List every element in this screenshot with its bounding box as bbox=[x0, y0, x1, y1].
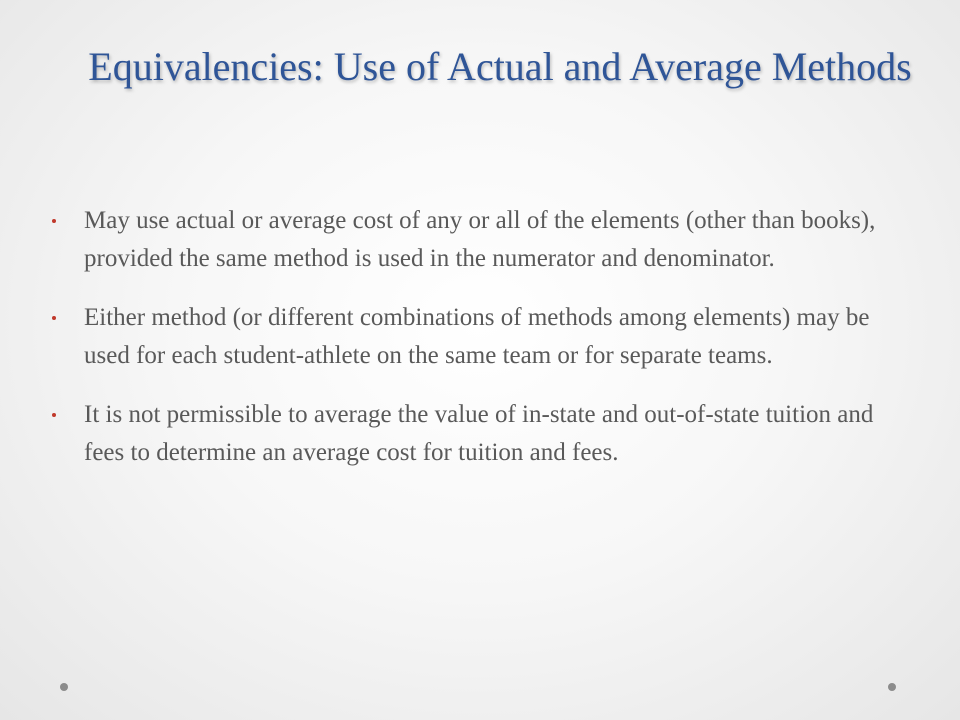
slide-title: Equivalencies: Use of Actual and Average Methods bbox=[88, 44, 912, 89]
bullet-text: May use actual or average cost of any or all of the elements (other than books), provided the same method is used in the numerator and denominator. bbox=[84, 207, 876, 272]
bullet-dot-icon bbox=[52, 413, 56, 417]
bullet-text: Either method (or different combinations of methods among elements) may be used for each student-athlete on the same team or for separate teams. bbox=[84, 304, 870, 369]
bullet-dot-icon bbox=[52, 316, 56, 320]
list-item bbox=[0, 396, 960, 472]
bullet-dot-icon bbox=[52, 219, 56, 223]
list-item bbox=[0, 202, 960, 278]
bullet-text: It is not permissible to average the value of in-state and out-of-state tuition and fees to determine an average cost for tuition and fees. bbox=[84, 401, 874, 466]
corner-dot-icon bbox=[60, 683, 68, 691]
list-item bbox=[0, 299, 960, 375]
corner-dot-icon bbox=[888, 683, 896, 691]
bullet-list bbox=[0, 202, 960, 493]
